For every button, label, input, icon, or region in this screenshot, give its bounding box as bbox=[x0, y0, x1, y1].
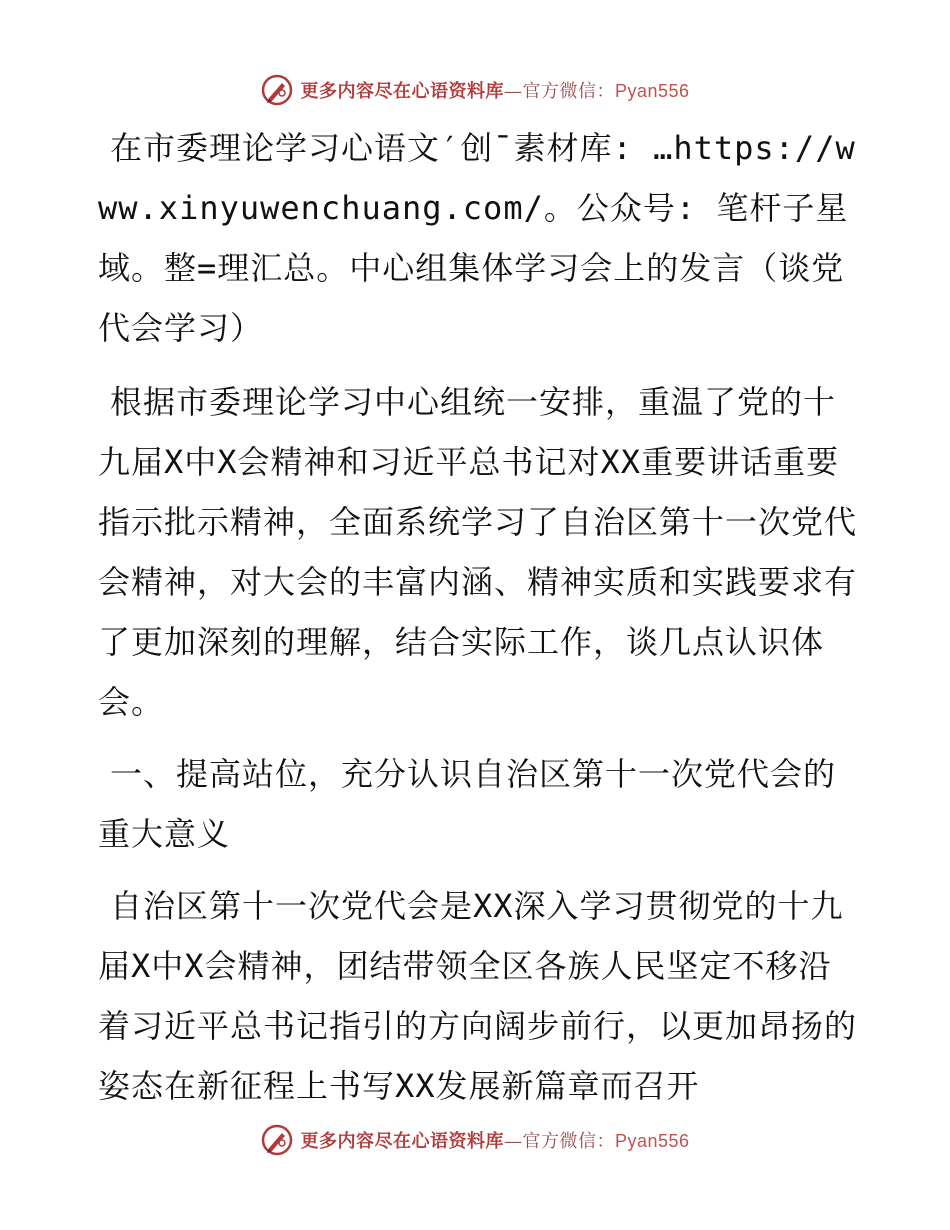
footer-dash: — bbox=[503, 1131, 523, 1152]
paragraph-intro: 在市委理论学习心语文′创¯素材库: …https://www.xinyuwenchuang.com/。公众号: 笔杆子星域。整=理汇总。中心组集体学习会上的发言（谈党代会学习） bbox=[98, 129, 856, 347]
paragraph-significance: 自治区第十一次党代会是XX深入学习贯彻党的十九届X中X会精神，团结带领全区各族人民坚定不移沿着习近平总书记指引的方向阔步前行，以更加昂扬的姿态在新征程上书写XX发展新篇章而召开 bbox=[98, 887, 858, 1105]
footer-banner-text bbox=[300, 1127, 689, 1153]
footer-wechat-label: 官方微信： bbox=[522, 1131, 615, 1152]
footer-brand-text: 更多内容尽在心语资料库 bbox=[300, 1131, 504, 1152]
header-brand-text: 更多内容尽在心语资料库 bbox=[300, 81, 504, 102]
pen-logo-icon bbox=[260, 73, 294, 107]
header-wechat-id: Pyan556 bbox=[614, 81, 690, 101]
header-banner bbox=[0, 70, 950, 110]
header-wechat-label: 官方微信： bbox=[522, 81, 615, 102]
pen-logo-icon bbox=[260, 1123, 294, 1157]
header-banner-text bbox=[300, 77, 689, 103]
section-heading-1: 一、提高站位，充分认识自治区第十一次党代会的重大意义 bbox=[98, 755, 837, 853]
footer-banner bbox=[0, 1120, 950, 1160]
footer-wechat-id: Pyan556 bbox=[614, 1131, 690, 1151]
paragraph-background: 根据市委理论学习中心组统一安排，重温了党的十九届X中X会精神和习近平总书记对XX重要讲话重要指示批示精神，全面系统学习了自治区第十一次党代会精神，对大会的丰富内涵、精神实质和实践要求有了更加深刻的理解，结合实际工作，谈几点认识体会。 bbox=[98, 383, 858, 721]
header-dash: — bbox=[503, 81, 523, 102]
document-body bbox=[98, 118, 858, 1128]
